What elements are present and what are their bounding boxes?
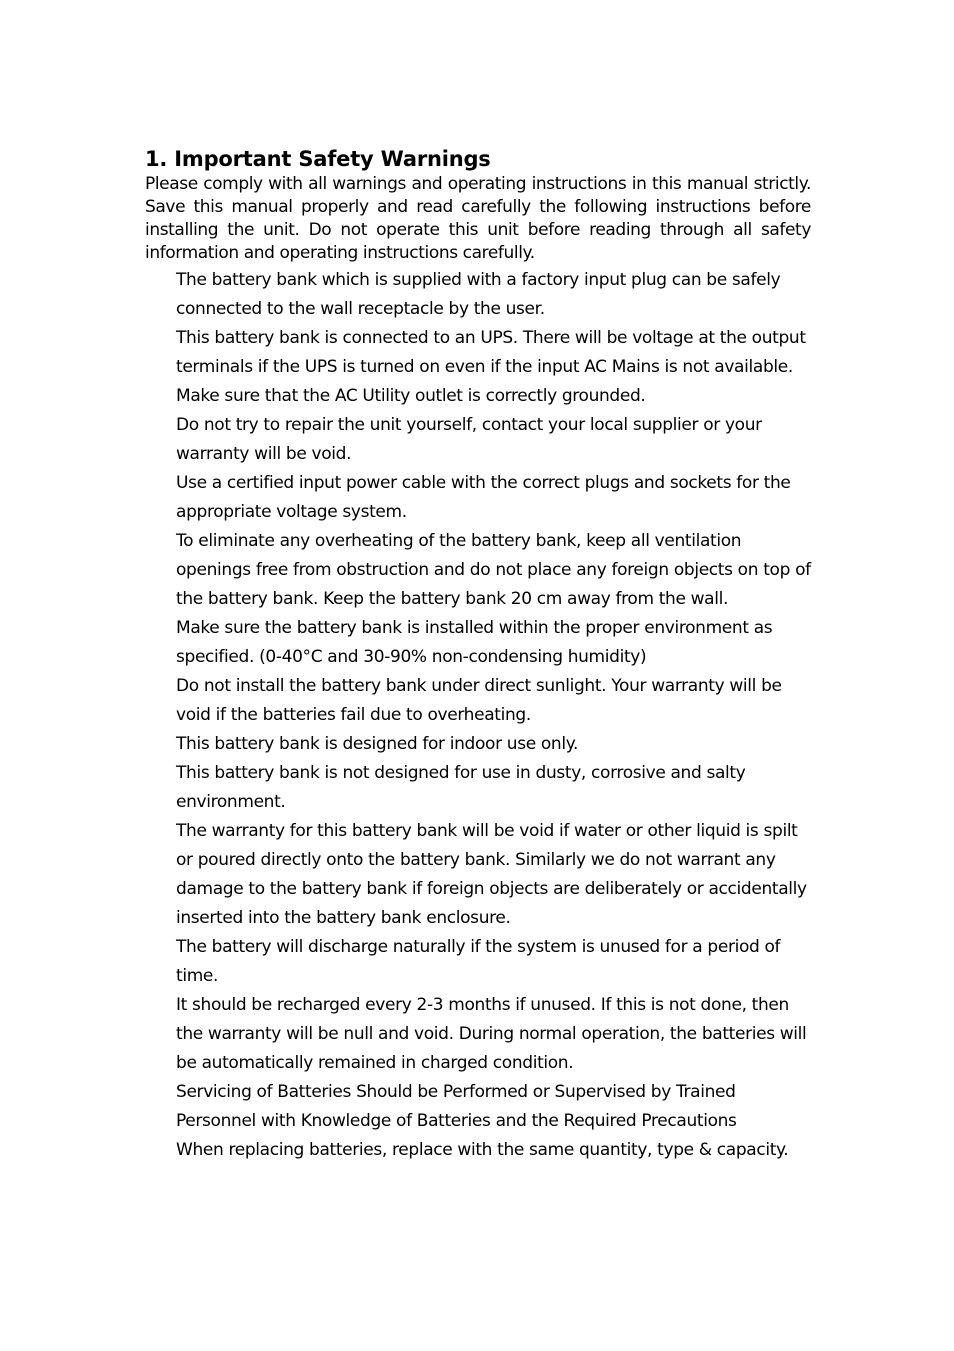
intro-paragraph: Please comply with all warnings and operating instructions in this manual strictly. Save this manual properly and read carefully the following instructions before installing the unit. Do not operate this unit before reading through all safety information and operating instructions carefully. [145, 174, 811, 263]
warning-item: Use a certified input power cable with the correct plugs and sockets for the appropriate voltage system. [176, 473, 791, 522]
warning-item: Servicing of Batteries Should be Performed or Supervised by Trained Personnel with Knowledge of Batteries and the Required Precautions [176, 1082, 737, 1131]
warning-item: Do not install the battery bank under direct sunlight. Your warranty will be void if the batteries fail due to overheating. [176, 676, 782, 725]
warnings-list [145, 266, 811, 1165]
warning-item: To eliminate any overheating of the battery bank, keep all ventilation openings free from obstruction and do not place any foreign objects on top of the battery bank. Keep the battery bank 20 cm away from the wall. [176, 531, 811, 609]
warning-item: The warranty for this battery bank will be void if water or other liquid is spilt or poured directly onto the battery bank. Similarly we do not warrant any damage to the battery bank if foreign objects are deliberately or accidentally inserted into the battery bank enclosure. [176, 821, 807, 928]
warning-item: The battery bank which is supplied with a factory input plug can be safely connected to the wall receptacle by the user. [176, 270, 781, 319]
warning-item: This battery bank is not designed for use in dusty, corrosive and salty environment. [176, 763, 746, 812]
warning-item: It should be recharged every 2-3 months if unused. If this is not done, then the warranty will be null and void. During normal operation, the batteries will be automatically remained in charged condition. [176, 995, 807, 1073]
document-page [145, 145, 811, 1165]
warning-item: Do not try to repair the unit yourself, contact your local supplier or your warranty will be void. [176, 415, 762, 464]
warning-item: The battery will discharge naturally if the system is unused for a period of time. [176, 937, 781, 986]
warning-item: This battery bank is connected to an UPS. There will be voltage at the output terminals if the UPS is turned on even if the input AC Mains is not available. [176, 328, 806, 377]
warning-item: Make sure the battery bank is installed within the proper environment as specified. (0-40°C and 30-90% non-condensing humidity) [176, 618, 773, 667]
warning-item: Make sure that the AC Utility outlet is correctly grounded. [176, 386, 646, 406]
section-title: 1. Important Safety Warnings [145, 147, 491, 171]
warning-item: This battery bank is designed for indoor use only. [176, 734, 579, 754]
warning-item: When replacing batteries, replace with the same quantity, type & capacity. [176, 1140, 789, 1160]
